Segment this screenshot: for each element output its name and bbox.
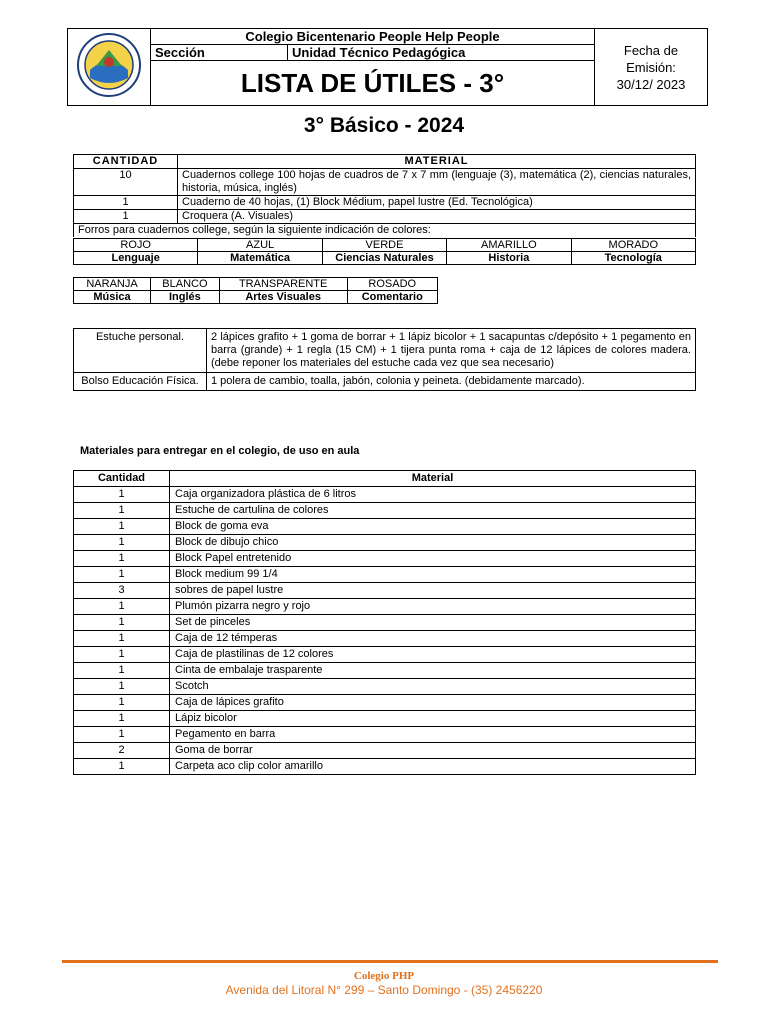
quantity-cell: 1 [74, 679, 170, 695]
table-row [74, 487, 696, 503]
table-row [74, 519, 696, 535]
table-row [74, 551, 696, 567]
quantity-cell: 1 [74, 535, 170, 551]
column-header-material: Material [170, 471, 696, 487]
quantity-cell: 1 [74, 551, 170, 567]
table-row [74, 210, 696, 224]
table-row [74, 583, 696, 599]
notebooks-table [73, 154, 696, 237]
material-cell: Cuaderno de 40 hojas, (1) Block Médium, papel lustre (Ed. Tecnológica) [178, 196, 696, 210]
table-row [74, 695, 696, 711]
quantity-cell: 2 [74, 743, 170, 759]
material-cell: Carpeta aco clip color amarillo [170, 759, 696, 775]
section-label: Sección [151, 45, 288, 61]
color-name: VERDE [322, 239, 446, 252]
table-row [74, 631, 696, 647]
table-row [74, 759, 696, 775]
kit-label: Estuche personal. [74, 329, 207, 373]
material-cell: Pegamento en barra [170, 727, 696, 743]
unit-name: Unidad Técnico Pedagógica [288, 45, 595, 61]
color-name: BLANCO [151, 278, 220, 291]
issue-date [595, 29, 708, 106]
table-row [74, 647, 696, 663]
quantity-cell: 1 [74, 631, 170, 647]
quantity-cell: 1 [74, 503, 170, 519]
material-cell: Plumón pizarra negro y rojo [170, 599, 696, 615]
page-title: LISTA DE ÚTILES - 3° [151, 61, 595, 106]
column-header-material: MATERIAL [178, 155, 696, 169]
material-cell: sobres de papel lustre [170, 583, 696, 599]
material-cell: Estuche de cartulina de colores [170, 503, 696, 519]
table-row [74, 727, 696, 743]
table-row [74, 743, 696, 759]
subject-name: Comentario [347, 291, 437, 304]
school-name: Colegio Bicentenario People Help People [151, 29, 595, 45]
color-name: AMARILLO [447, 239, 571, 252]
school-crest-icon [76, 32, 142, 98]
quantity-cell: 1 [74, 663, 170, 679]
color-name: AZUL [198, 239, 322, 252]
subject-name: Tecnología [571, 252, 695, 265]
table-row [74, 615, 696, 631]
quantity-cell: 1 [74, 487, 170, 503]
footer-address: Avenida del Litoral N° 299 – Santo Domingo - (35) 2456220 [225, 983, 543, 997]
material-cell: Cinta de embalaje trasparente [170, 663, 696, 679]
quantity-cell: 10 [74, 169, 178, 196]
material-cell: Set de pinceles [170, 615, 696, 631]
material-cell: Caja de 12 témperas [170, 631, 696, 647]
kit-label: Bolso Educación Física. [74, 373, 207, 391]
quantity-cell: 1 [74, 711, 170, 727]
column-header-quantity: CANTIDAD [74, 155, 178, 169]
table-row [74, 599, 696, 615]
material-cell: Lápiz bicolor [170, 711, 696, 727]
table-row [74, 711, 696, 727]
color-name: ROJO [74, 239, 198, 252]
covers-note: Forros para cuadernos college, según la siguiente indicación de colores: [74, 224, 696, 238]
logo-cell [68, 29, 151, 106]
cover-colors-table-1 [73, 238, 696, 265]
cover-colors-table-2 [73, 277, 438, 304]
color-name: NARANJA [74, 278, 151, 291]
footer-divider [62, 960, 718, 963]
classroom-materials-title: Materiales para entregar en el colegio, de uso en aula [80, 445, 360, 457]
table-row [74, 196, 696, 210]
quantity-cell: 1 [74, 695, 170, 711]
subject-name: Ciencias Naturales [322, 252, 446, 265]
footer-school-name: Colegio PHP [353, 970, 415, 982]
kit-content: 2 lápices grafito + 1 goma de borrar + 1 lápiz bicolor + 1 sacapuntas c/depósito + 1 pegamento en barra (grande) + 1 regla (15 CM) + 1 tijera punta roma + caja de 12 lápices de colores madera. (debe reponer los materiales del estuche cada vez que sea necesario) [207, 329, 696, 373]
color-name: MORADO [571, 239, 695, 252]
document-header [67, 28, 708, 106]
issue-date-label: Fecha de Emisión: [623, 42, 679, 75]
classroom-materials-table [73, 470, 696, 775]
material-cell: Scotch [170, 679, 696, 695]
personal-kit-table [73, 328, 696, 391]
course-subtitle: 3° Básico - 2024 [303, 114, 465, 137]
column-header-quantity: Cantidad [74, 471, 170, 487]
subject-name: Historia [447, 252, 571, 265]
material-cell: Cuadernos college 100 hojas de cuadros de 7 x 7 mm (lenguaje (3), matemática (2), ciencias naturales, historia, música, inglés) [178, 169, 696, 196]
material-cell: Block de dibujo chico [170, 535, 696, 551]
quantity-cell: 1 [74, 567, 170, 583]
material-cell: Caja de lápices grafito [170, 695, 696, 711]
material-cell: Block Papel entretenido [170, 551, 696, 567]
quantity-cell: 3 [74, 583, 170, 599]
subject-name: Matemática [198, 252, 322, 265]
issue-date-value: 30/12/ 2023 [616, 76, 686, 92]
material-cell: Caja organizadora plástica de 6 litros [170, 487, 696, 503]
table-row [74, 535, 696, 551]
quantity-cell: 1 [74, 647, 170, 663]
subject-name: Artes Visuales [219, 291, 347, 304]
table-row [74, 567, 696, 583]
material-cell: Block medium 99 1/4 [170, 567, 696, 583]
quantity-cell: 1 [74, 727, 170, 743]
color-name: TRANSPARENTE [219, 278, 347, 291]
table-row [74, 329, 696, 373]
quantity-cell: 1 [74, 196, 178, 210]
material-cell: Caja de plastilinas de 12 colores [170, 647, 696, 663]
table-row [74, 169, 696, 196]
subject-name: Inglés [151, 291, 220, 304]
color-name: ROSADO [347, 278, 437, 291]
material-cell: Goma de borrar [170, 743, 696, 759]
material-cell: Block de goma eva [170, 519, 696, 535]
table-row [74, 373, 696, 391]
table-row [74, 679, 696, 695]
kit-content: 1 polera de cambio, toalla, jabón, colonia y peineta. (debidamente marcado). [207, 373, 696, 391]
table-row [74, 663, 696, 679]
quantity-cell: 1 [74, 210, 178, 224]
subject-name: Música [74, 291, 151, 304]
material-cell: Croquera (A. Visuales) [178, 210, 696, 224]
quantity-cell: 1 [74, 759, 170, 775]
table-row [74, 503, 696, 519]
quantity-cell: 1 [74, 615, 170, 631]
quantity-cell: 1 [74, 599, 170, 615]
quantity-cell: 1 [74, 519, 170, 535]
subject-name: Lenguaje [74, 252, 198, 265]
